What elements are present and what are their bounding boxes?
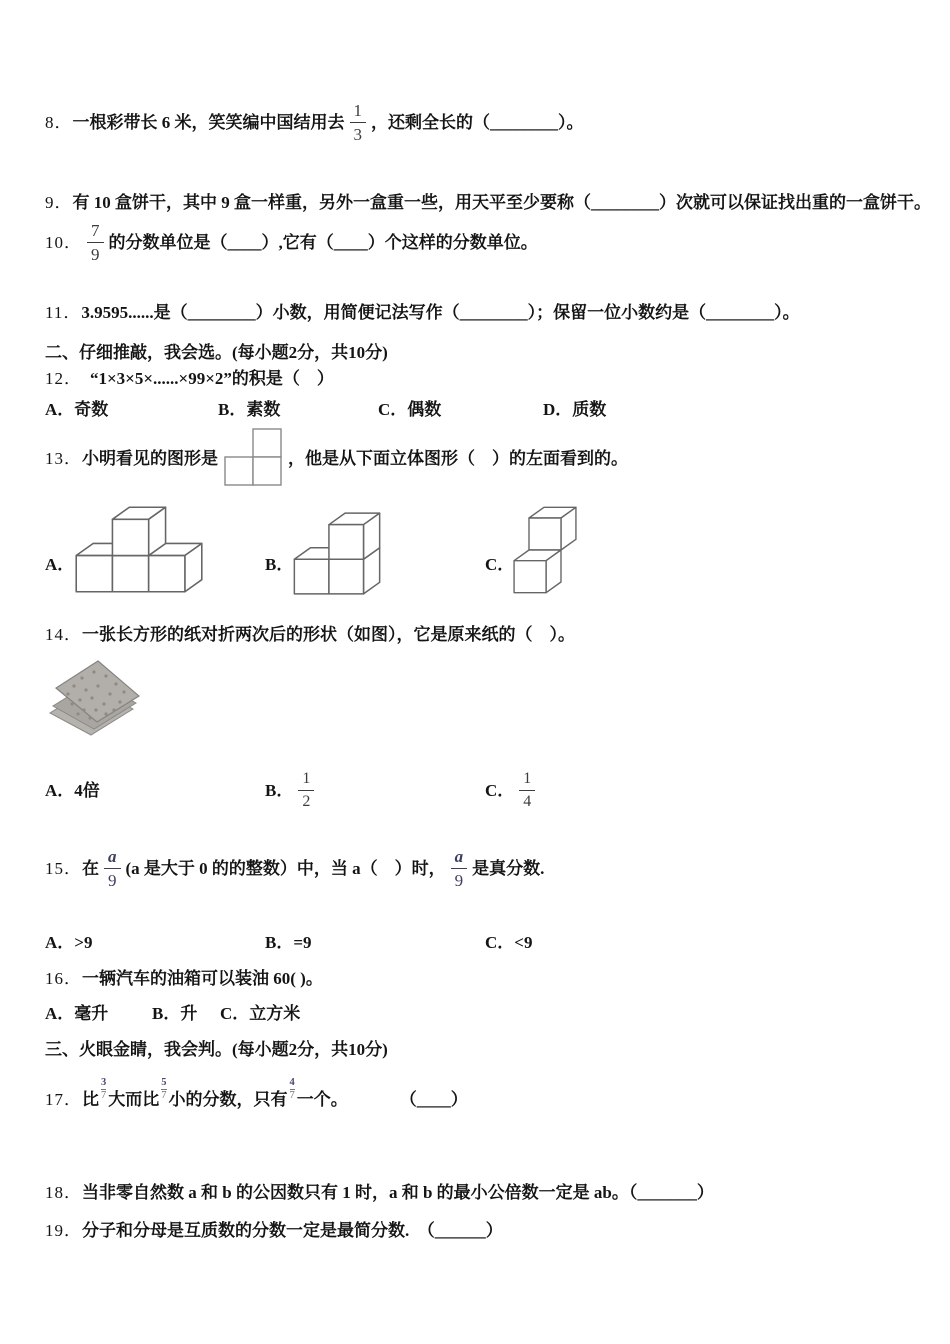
question-17-number: 17． <box>45 1090 82 1109</box>
question-8-number: 8． <box>45 113 73 132</box>
question-19-number: 19． <box>45 1221 82 1240</box>
question-14-text: 一张长方形的纸对折两次后的形状（如图），它是原来纸的（ ）。 <box>82 625 575 644</box>
fraction-one-half: $\frac{1}{2}$ <box>298 771 314 810</box>
question-12-option-c: C．偶数 <box>378 400 442 419</box>
question-16-number: 16． <box>45 969 82 988</box>
question-16-option-b: B．升 <box>152 1004 198 1023</box>
question-16 <box>45 966 323 991</box>
question-13 <box>45 428 628 488</box>
question-15 <box>45 848 544 889</box>
question-11 <box>45 300 800 325</box>
question-17 <box>45 1076 468 1112</box>
question-12-option-d: D．质数 <box>543 400 607 419</box>
question-11-text: 3.9595......是（________）小数，用简便记法写作（________）；保留一位小数约是（________）。 <box>81 303 800 322</box>
question-8 <box>45 102 584 143</box>
question-8-text-post: ，还剩全长的（________）。 <box>371 113 584 132</box>
question-14-number: 14． <box>45 625 82 644</box>
question-8-text-pre: 一根彩带长 6 米，笑笑编中国结用去 <box>72 113 345 132</box>
cube-figure-a <box>75 506 203 593</box>
question-13-number: 13． <box>45 448 82 468</box>
question-15-text-mid: (a 是大于 0 的的整数）中，当 a（ ）时， <box>125 859 446 878</box>
l-shape-figure <box>224 428 282 488</box>
question-9-number: 9． <box>45 193 73 212</box>
question-15-option-b: B．=9 <box>265 933 312 952</box>
question-12-text: “1×3×5×......×99×2”的积是（ ） <box>90 369 334 388</box>
section-3-heading: 三、火眼金睛，我会判。(每小题2分，共10分) <box>45 1040 388 1059</box>
question-14-option-c: C． $\frac{1}{4}$ <box>485 764 540 816</box>
question-17-text-pre: 比 <box>82 1090 99 1109</box>
fraction-four-sevenths: $\frac{4}{7}$ <box>289 1076 295 1101</box>
fraction-one-quarter: $\frac{1}{4}$ <box>519 771 535 810</box>
fraction-five-sevenths: $\frac{5}{7}$ <box>161 1076 167 1101</box>
question-12-number: 12． <box>45 369 82 388</box>
fraction-one-third: $\frac{1}{3}$ <box>350 102 367 143</box>
question-10 <box>45 222 538 263</box>
question-9 <box>45 190 931 215</box>
question-15-number: 15． <box>45 859 82 878</box>
question-10-number: 10． <box>45 233 82 252</box>
question-13-option-b-label: B． <box>265 555 294 574</box>
question-16-option-a: A．毫升 <box>45 1004 109 1023</box>
question-10-text: 的分数单位是（____）,它有（____）个这样的分数单位。 <box>108 233 538 252</box>
fraction-a-ninths-1: $\frac{a}{9}$ <box>104 848 121 889</box>
section-2-heading: 二、仔细推敲，我会选。(每小题2分，共10分) <box>45 343 388 362</box>
question-15-text-pre: 在 <box>82 859 99 878</box>
question-19 <box>45 1218 503 1243</box>
cube-figure-c <box>513 506 577 594</box>
question-19-text: 分子和分母是互质数的分数一定是最简分数. （______） <box>82 1221 503 1240</box>
question-11-number: 11． <box>45 303 82 322</box>
question-18-text: 当非零自然数 a 和 b 的公因数只有 1 时，a 和 b 的最小公倍数一定是 ab。（_______） <box>82 1183 714 1202</box>
folded-paper-image <box>42 658 142 742</box>
question-16-text: 一辆汽车的油箱可以装油 60( )。 <box>82 969 323 988</box>
question-18 <box>45 1180 714 1205</box>
question-12-option-b: B．素数 <box>218 400 281 419</box>
question-18-number: 18． <box>45 1183 82 1202</box>
fraction-seven-ninths: $\frac{7}{9}$ <box>87 222 104 263</box>
fraction-three-sevenths: $\frac{3}{7}$ <box>101 1076 107 1101</box>
cube-figure-b <box>293 512 381 595</box>
fraction-a-ninths-2: $\frac{a}{9}$ <box>451 848 468 889</box>
question-17-text-mid1: 大而比 <box>108 1090 160 1109</box>
question-15-option-c: C．<9 <box>485 933 533 952</box>
question-17-answer-blank: （____） <box>399 1090 468 1109</box>
question-14 <box>45 622 575 647</box>
question-14-option-a: A．4倍 <box>45 780 100 800</box>
question-15-text-post: 是真分数. <box>472 859 545 878</box>
question-14-option-b: B． $\frac{1}{2}$ <box>265 764 319 816</box>
question-9-text: 有 10 盒饼干，其中 9 盒一样重，另外一盒重一些，用天平至少要称（________）次就可以保证找出重的一盒饼干。 <box>72 193 931 212</box>
question-13-option-a-label: A． <box>45 555 75 574</box>
question-12 <box>45 366 334 391</box>
question-17-text-mid2: 小的分数，只有 <box>168 1090 288 1109</box>
question-13-text-post: ，他是从下面立体图形（ ）的左面看到的。 <box>288 448 628 468</box>
question-13-option-c-label: C． <box>485 555 515 574</box>
question-17-text-post: 一个。 <box>296 1090 348 1109</box>
question-12-option-a: A．奇数 <box>45 400 109 419</box>
question-13-text-pre: 小明看见的图形是 <box>82 448 218 468</box>
question-16-option-c: C．立方米 <box>220 1004 301 1023</box>
question-15-option-a: A．>9 <box>45 933 93 952</box>
